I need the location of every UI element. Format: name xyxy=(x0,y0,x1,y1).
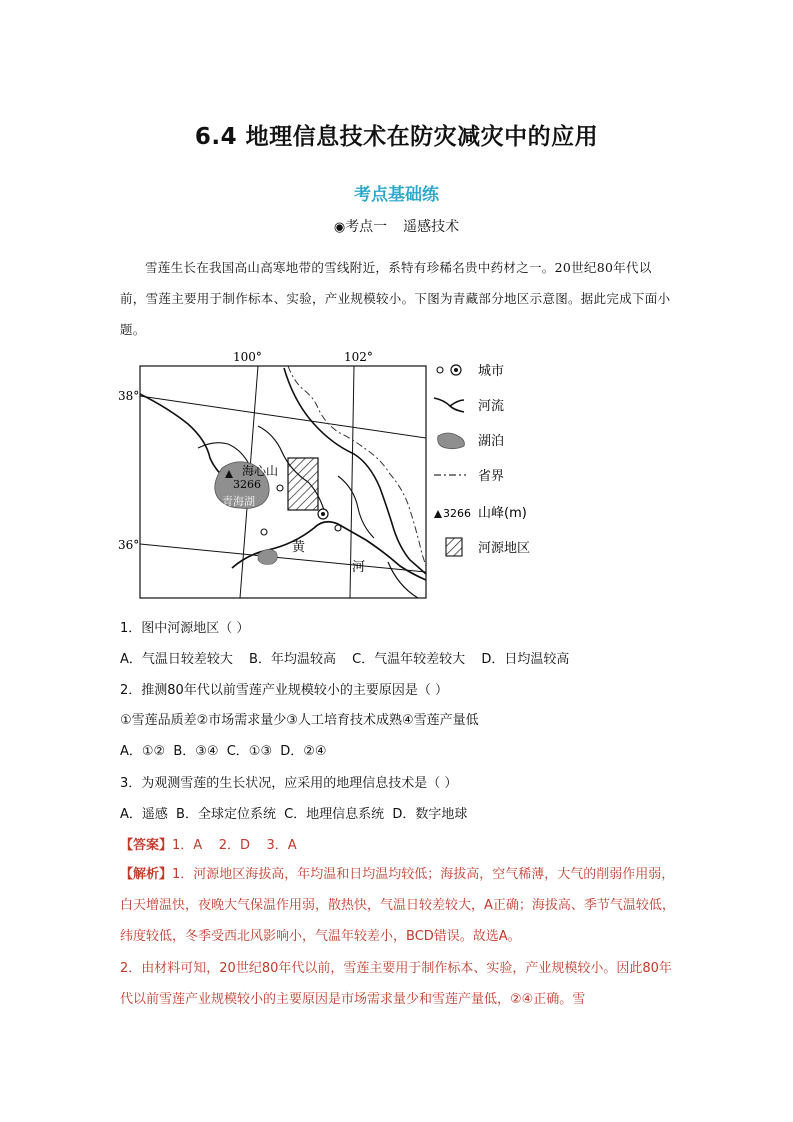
q2-option-b: B．③④ xyxy=(173,744,219,759)
q1-option-d: D．日均温较高 xyxy=(481,652,570,667)
city-icon xyxy=(437,367,443,373)
q2-option-a: A．①② xyxy=(120,744,166,759)
mountain-label: 海心山 xyxy=(242,464,279,478)
legend-river xyxy=(434,398,504,414)
point-label: 考点一 xyxy=(345,219,388,235)
question-2-sub: ①雪莲品质差②市场需求量少③人工培育技术成熟④雪莲产量低 xyxy=(120,713,479,728)
q3-option-b: B．全球定位系统 xyxy=(176,807,276,822)
lat-label-36: 36° xyxy=(118,538,140,552)
legend-border-label: 省界 xyxy=(478,469,505,484)
question-3-options xyxy=(120,803,690,822)
q1-option-c: C．气温年较差较大 xyxy=(352,652,466,667)
analysis-paragraph-1 xyxy=(120,859,678,952)
legend-peak-label: 山峰(m) xyxy=(478,506,527,521)
question-3-stem: 3．为观测雪莲的生长状况，应采用的地理信息技术是（ ） xyxy=(120,776,458,791)
q2-option-c: C．①③ xyxy=(226,744,273,759)
analysis-paragraph-2: 2．由材料可知，20世纪80年代以前，雪莲主要用于制作标本、实验，产业规模较小。因此80年代以前雪莲产业规模较小的主要原因是市场需求量少和雪莲产量低，②④正确。雪 xyxy=(120,961,672,1007)
point-topic: 遥感技术 xyxy=(403,219,460,235)
peak-icon xyxy=(434,510,442,518)
legend-city xyxy=(437,364,504,379)
q2-option-d: D．②④ xyxy=(280,744,327,759)
point-title xyxy=(0,216,793,236)
legend-river-label: 河流 xyxy=(478,399,505,414)
question-2-options xyxy=(120,740,690,759)
peak-label: 3266 xyxy=(233,478,261,491)
q3-option-a: A．遥感 xyxy=(120,807,168,822)
lake-label: 青海湖 xyxy=(222,495,255,508)
legend-city-label: 城市 xyxy=(478,364,505,379)
q1-option-a: A．气温日较差较大 xyxy=(120,652,233,667)
intro-paragraph: 雪莲生长在我国高山高寒地带的雪线附近，系特有珍稀名贵中药材之一。20世纪80年代以前，雪莲主要用于制作标本、实验，产业规模较小。下图为青藏部分地区示意图。据此完成下面小题。 xyxy=(120,260,671,337)
answer-tag: 【答案】 xyxy=(120,838,173,853)
river-label-huang: 黄 xyxy=(292,540,306,555)
river-icon xyxy=(434,398,464,412)
page-title: 6.4 地理信息技术在防灾减灾中的应用 xyxy=(194,124,599,150)
legend-lake xyxy=(438,433,504,449)
question-1-stem: 1．图中河源地区（ ） xyxy=(120,621,250,636)
river-label-he: 河 xyxy=(352,560,366,575)
map-figure xyxy=(118,348,578,608)
lat-label-38: 38° xyxy=(118,389,140,403)
q3-option-d: D．数字地球 xyxy=(392,807,468,822)
analysis-p1: 1．河源地区海拔高，年均温和日均温均较低；海拔高，空气稀薄，大气的削弱作用弱，白天增温快，夜晚大气保温作用弱，散热快，气温日较差较大，A正确；海拔高、季节气温较低，纬度较低，冬季受西北风影响小，气温年较差小，BCD错误。故选A。 xyxy=(120,867,675,944)
section-title: 考点基础练 xyxy=(354,185,439,205)
analysis-tag: 【解析】 xyxy=(120,867,173,882)
q1-option-b: B．年均温较高 xyxy=(249,652,336,667)
hatch-icon xyxy=(446,538,462,556)
legend-peak xyxy=(434,506,527,521)
question-2-stem: 2．推测80年代以前雪莲产业规模较小的主要原因是（ ） xyxy=(120,683,448,698)
lon-label-100: 100° xyxy=(233,350,262,364)
q3-option-c: C．地理信息系统 xyxy=(284,807,385,822)
legend-lake-label: 湖泊 xyxy=(478,434,505,449)
question-1-options xyxy=(120,648,690,667)
answer-text: 1．A 2．D 3．A xyxy=(172,838,297,853)
legend-hatch xyxy=(446,538,530,556)
legend-hatch-label: 河源地区 xyxy=(478,541,531,556)
map-legend xyxy=(434,364,530,556)
lake-icon xyxy=(438,433,465,449)
point-marker: ◉ xyxy=(333,220,346,235)
legend-peak-value: 3266 xyxy=(443,507,471,520)
legend-border xyxy=(434,468,504,484)
answer-line xyxy=(120,834,690,853)
lon-label-102: 102° xyxy=(344,350,373,364)
